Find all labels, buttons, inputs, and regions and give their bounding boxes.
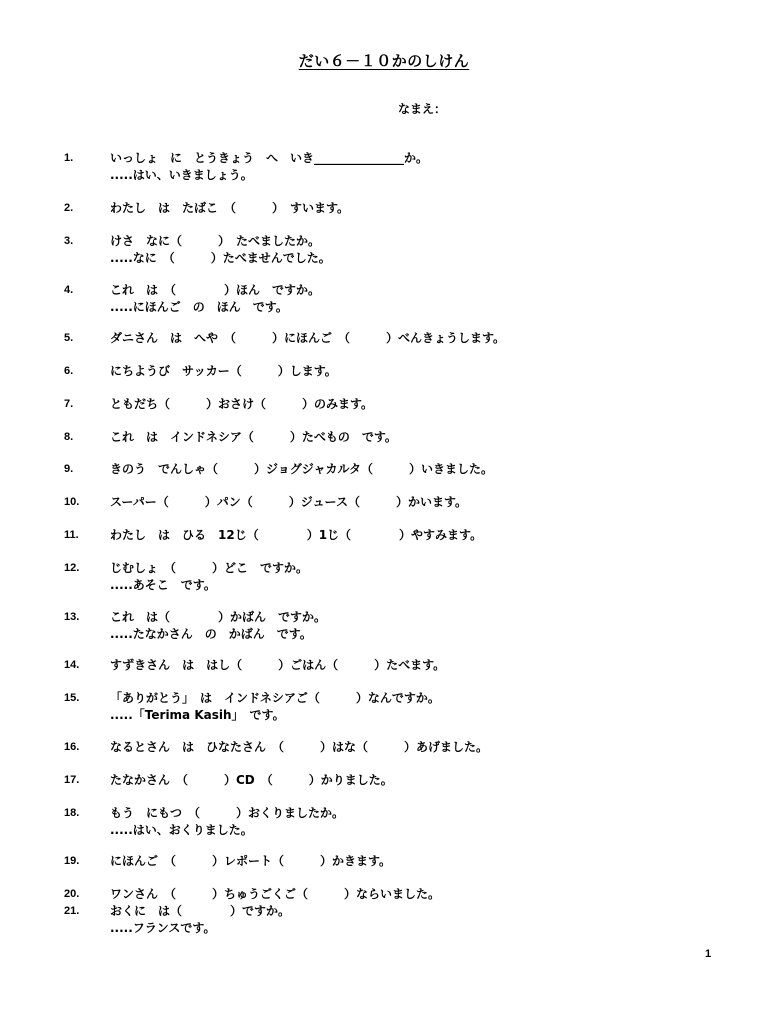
question-line: じむしょ （ ）どこ ですか。 [110, 561, 309, 575]
question-line: おくに は（ ）ですか。 [110, 904, 291, 918]
question-line: いっしょ に とうきょう へ いき_______________か。 [110, 151, 429, 165]
name-label: なまえ： [398, 102, 447, 116]
question-line: ワンさん （ ）ちゅうごくご（ ）ならいました。 [110, 887, 441, 901]
question-line: わたし は たばこ （ ） すいます。 [110, 201, 350, 215]
answer-line: .....にほんご の ほん です。 [110, 300, 288, 314]
question-line: けさ なに（ ） たべましたか。 [110, 234, 321, 248]
question-number: 1. [64, 152, 74, 164]
question-number: 9. [64, 463, 74, 475]
page-number: 1 [705, 948, 712, 960]
question-line: もう にもつ （ ）おくりましたか。 [110, 806, 345, 820]
question-line: たなかさん （ ）CD （ ）かりました。 [110, 773, 393, 787]
question-number: 2. [64, 202, 74, 214]
question-line: にほんご （ ）レポート（ ）かきます。 [110, 854, 392, 868]
question-line: これ は インドネシア（ ）たべもの です。 [110, 430, 397, 444]
answer-line: .....はい、いきましょう。 [110, 168, 253, 182]
answer-line: .....なに （ ）たべませんでした。 [110, 251, 331, 265]
answer-line: .....はい、おくりました。 [110, 823, 253, 837]
question-number: 5. [64, 332, 74, 344]
question-number: 12. [64, 562, 80, 574]
question-number: 19. [64, 855, 80, 867]
question-number: 13. [64, 611, 80, 623]
question-number: 3. [64, 235, 74, 247]
question-number: 15. [64, 692, 80, 704]
question-line: にちようび サッカー（ ）します。 [110, 364, 337, 378]
question-line: わたし は ひる 12じ（ ）1じ（ ）やすみます。 [110, 528, 483, 542]
page-title [0, 50, 768, 71]
question-number: 21. [64, 905, 80, 917]
question-line: これ は （ ）ほん ですか。 [110, 283, 321, 297]
title-text: だい６－１０かのしけん [298, 52, 470, 70]
answer-line: .....「Terima Kasih」 です。 [110, 708, 285, 722]
question-number: 20. [64, 888, 80, 900]
answer-line: .....フランスです。 [110, 921, 216, 935]
question-number: 17. [64, 774, 80, 786]
question-number: 11. [64, 529, 79, 541]
question-number: 14. [64, 659, 80, 671]
question-line: スーパー（ ）パン（ ）ジュース（ ）かいます。 [110, 495, 468, 509]
question-line: きのう でんしゃ（ ）ジョグジャカルタ（ ）いきました。 [110, 462, 494, 476]
question-number: 16. [64, 741, 80, 753]
question-line: ダニさん は へや （ ）にほんご （ ）べんきょうします。 [110, 331, 506, 345]
question-number: 10. [64, 496, 80, 508]
question-number: 6. [64, 365, 74, 377]
question-line: 「ありがとう」 は インドネシアご（ ）なんですか。 [110, 691, 440, 705]
question-line: ともだち（ ）おさけ（ ）のみます。 [110, 397, 374, 411]
answer-line: .....あそこ です。 [110, 578, 216, 592]
question-number: 4. [64, 284, 74, 296]
question-line: なるとさん は ひなたさん （ ）はな（ ）あげました。 [110, 740, 489, 754]
question-number: 8. [64, 431, 74, 443]
question-line: これ は（ ）かばん ですか。 [110, 610, 327, 624]
question-number: 18. [64, 807, 80, 819]
question-line: すずきさん は はし（ ）ごはん（ ）たべます。 [110, 658, 446, 672]
answer-line: .....たなかさん の かばん です。 [110, 627, 312, 641]
question-number: 7. [64, 398, 74, 410]
